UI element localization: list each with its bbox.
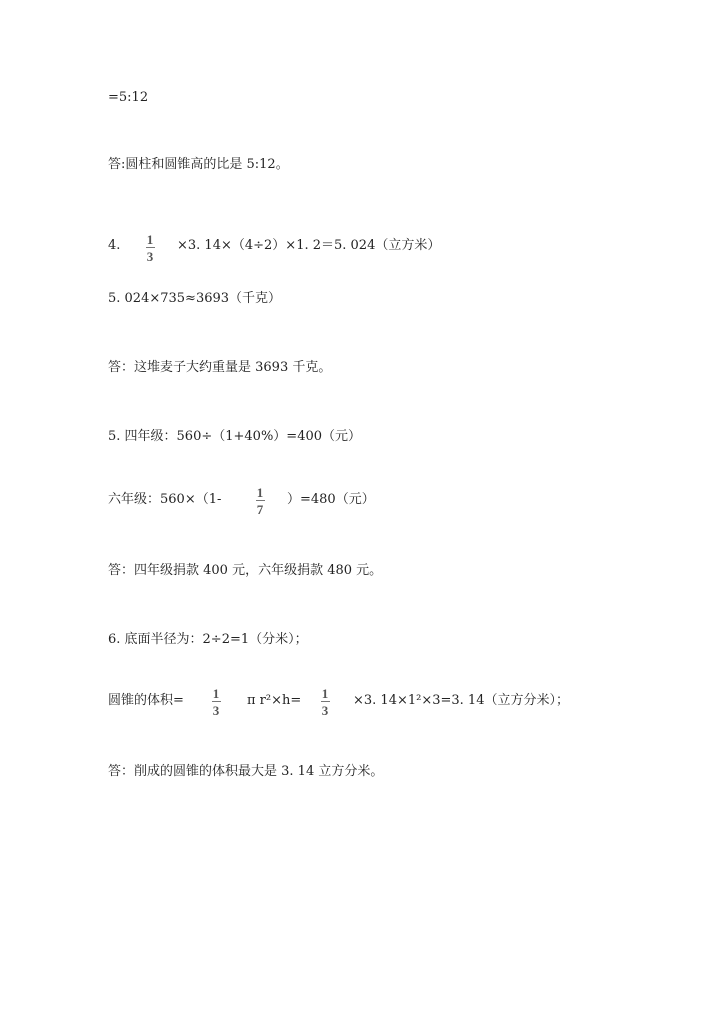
answer-donations: 答：四年级捐款 400 元，六年级捐款 480 元。 <box>108 563 383 578</box>
answer-height-ratio: 答:圆柱和圆锥高的比是 5:12。 <box>108 157 289 172</box>
fraction-numerator: 1 <box>146 232 154 247</box>
volume-expression: ×3. 14×（4÷2）×1. 2＝5. 024（立方米） <box>177 238 441 253</box>
answer-cone-volume: 答：削成的圆锥的体积最大是 3. 14 立方分米。 <box>108 764 384 779</box>
item-number: 4. <box>108 238 121 253</box>
grade6-prefix: 六年级：560×（1- <box>108 492 222 507</box>
result-ratio: =5:12 <box>108 90 149 105</box>
fraction-denominator: 3 <box>321 703 329 718</box>
fraction-bar <box>321 701 330 702</box>
fraction-one-seventh <box>253 486 267 516</box>
fraction-denominator: 7 <box>256 502 264 517</box>
fraction-denominator: 3 <box>146 249 154 264</box>
cone-formula: π r²×h= <box>247 693 302 708</box>
grade4-donation-calc: 5. 四年级：560÷（1+40%）=400（元） <box>108 429 362 444</box>
fraction-one-third <box>318 687 332 717</box>
fraction-bar <box>212 701 221 702</box>
fraction-denominator: 3 <box>212 703 220 718</box>
fraction-numerator: 1 <box>256 485 264 500</box>
weight-calculation: 5. 024×735≈3693（千克） <box>108 291 282 306</box>
fraction-one-third <box>209 687 223 717</box>
grade6-suffix: ）=480（元） <box>287 492 375 507</box>
radius-calculation: 6. 底面半径为：2÷2=1（分米）； <box>108 632 308 647</box>
cone-volume-label: 圆锥的体积= <box>108 693 184 708</box>
fraction-bar <box>146 247 155 248</box>
fraction-one-third <box>143 233 157 263</box>
fraction-numerator: 1 <box>212 686 220 701</box>
answer-wheat-weight: 答：这堆麦子大约重量是 3693 千克。 <box>108 360 332 375</box>
cone-volume-expression: ×3. 14×1²×3=3. 14（立方分米）； <box>353 693 569 708</box>
fraction-bar <box>256 500 265 501</box>
fraction-numerator: 1 <box>321 686 329 701</box>
